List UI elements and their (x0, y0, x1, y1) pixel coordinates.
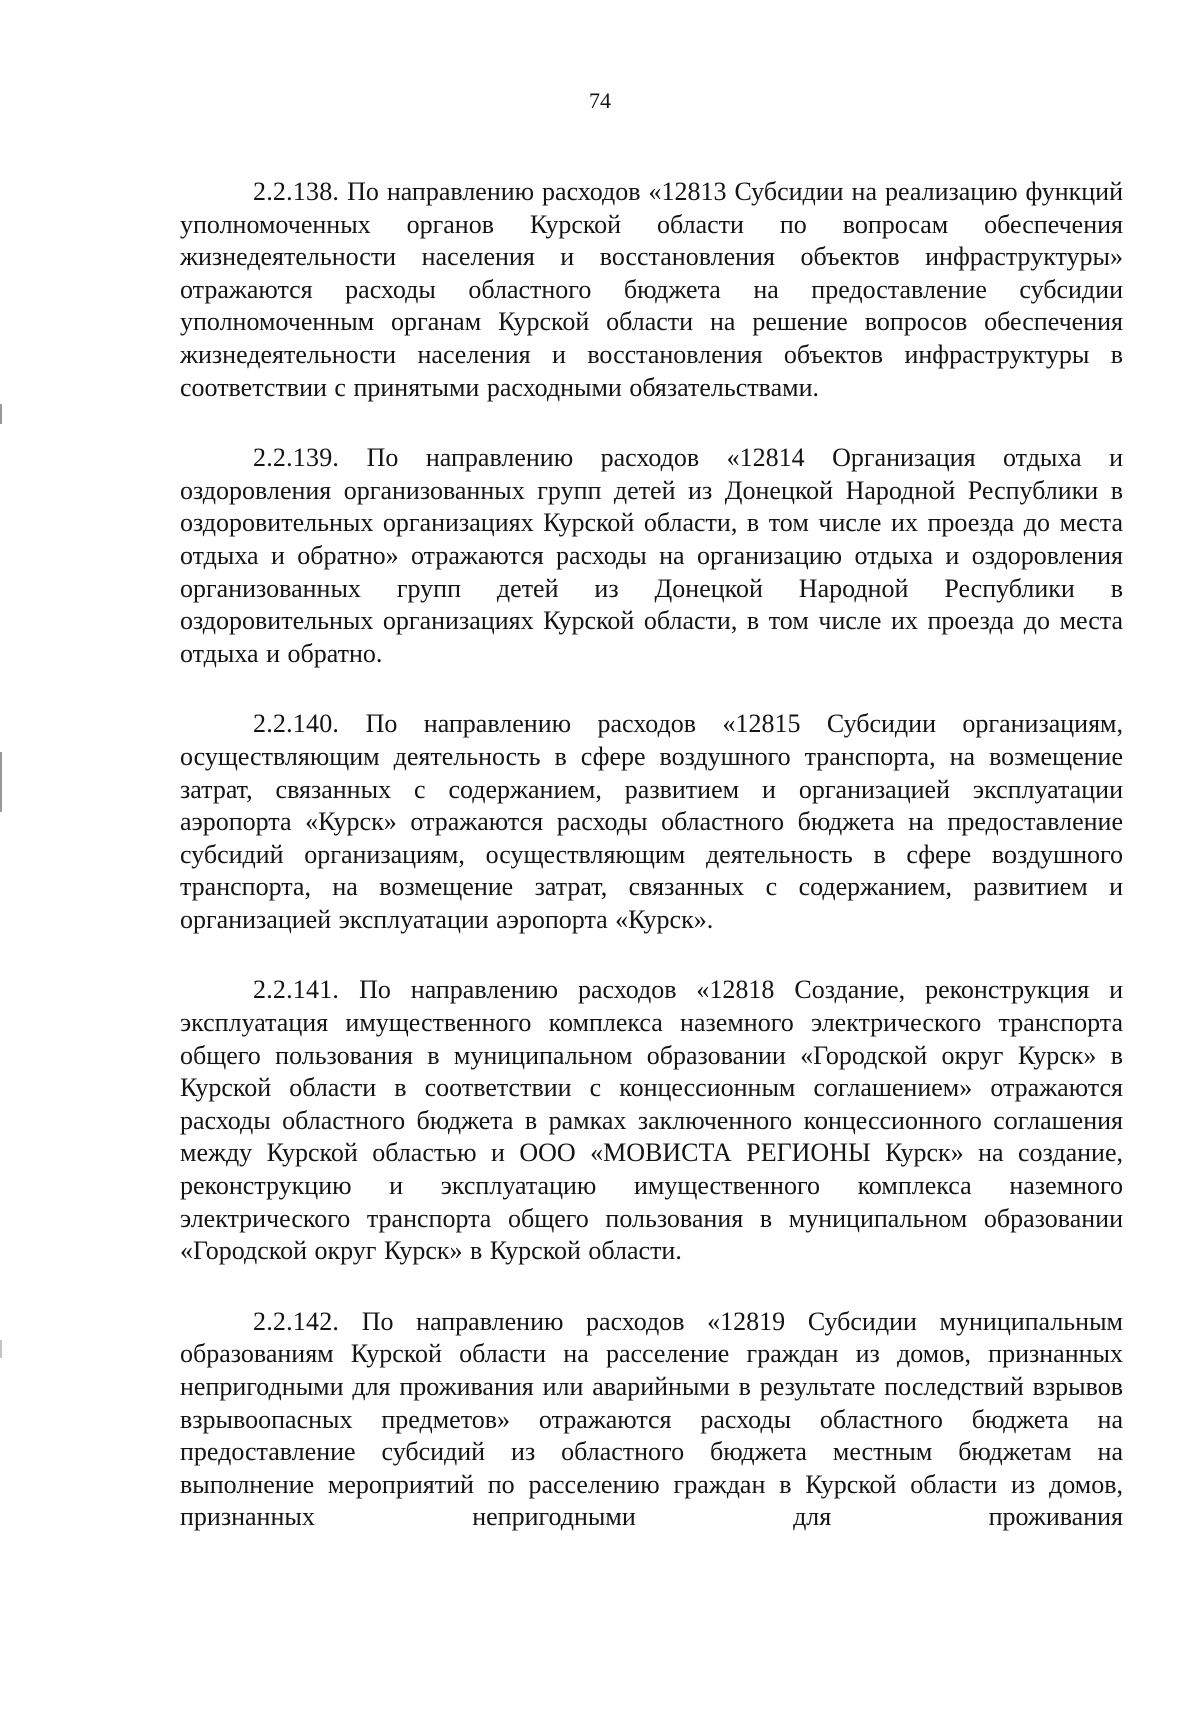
paragraph-number: 2.2.141. (253, 975, 340, 1005)
paragraph-text: По направлению расходов «12813 Субсидии на реализацию функций уполномоченных органов Курской области по вопросам обеспечения жизнедеятельности населения и восстановления объектов инфраструктуры» отражаются расходы областного бюджета на предоставление субсидии уполномоченным органам Курской области на решение вопросов обеспечения жизнедеятельности населения и восстановления объектов инфраструктуры в соответствии с принятыми расходными обязательствами. (180, 177, 1123, 402)
paragraph-2-2-139 (180, 442, 1123, 670)
paragraph-text: По направлению расходов «12814 Организация отдыха и оздоровления организованных групп детей из Донецкой Народной Республики в оздоровительных организациях Курской области, в том числе их проезда до места отдыха и обратно» отражаются расходы на организацию отдыха и оздоровления организованных групп детей из Донецкой Народной Республики в оздоровительных организациях Курской области, в том числе их проезда до места отдыха и обратно. (180, 443, 1124, 668)
paragraph-text: По направлению расходов «12818 Создание, реконструкция и эксплуатация имущественного комплекса наземного электрического транспорта общего пользования в муниципальном образовании «Городской округ Курск» в Курской области в соответствии с концессионным соглашением» отражаются расходы областного бюджета в рамках заключенного концессионного соглашения между Курской областью и ООО «МОВИСТА РЕГИОНЫ Курск» на создание, реконструкцию и эксплуатацию имущественного комплекса наземного электрического транспорта общего пользования в муниципальном образовании «Городской округ Курск» в Курской области. (180, 975, 1124, 1266)
paragraph-2-2-142 (180, 1306, 1123, 1534)
paragraph-number: 2.2.142. (253, 1306, 340, 1336)
page-number: 74 (589, 88, 611, 113)
paragraph-2-2-141 (180, 974, 1123, 1267)
paragraph-number: 2.2.139. (253, 443, 340, 473)
scan-edge-mark (0, 752, 2, 812)
paragraph-number: 2.2.138. (253, 177, 340, 206)
paragraph-2-2-138 (180, 176, 1123, 404)
paragraph-text: По направлению расходов «12819 Субсидии муниципальным образованиям Курской области на расселение граждан из домов, признанных непригодными для проживания или аварийными в результате последствий взрывов взрывоопасных предметов» отражаются расходы областного бюджета на предоставление субсидий из областного бюджета местным бюджетам на выполнение мероприятий по расселению граждан в Курской области из домов, признанных непригодными для проживания (180, 1306, 1123, 1532)
document-body (180, 176, 1123, 1534)
scan-edge-mark (0, 404, 2, 424)
paragraph-2-2-140 (180, 708, 1123, 936)
paragraph-text: По направлению расходов «12815 Субсидии организациям, осуществляющим деятельность в сфере воздушного транспорта, на возмещение затрат, связанных с содержанием, развитием и организацией эксплуатации аэропорта «Курск» отражаются расходы областного бюджета на предоставление субсидий организациям, осуществляющим деятельность в сфере воздушного транспорта, на возмещение затрат, связанных с содержанием, развитием и организацией эксплуатации аэропорта «Курск». (180, 709, 1124, 934)
paragraph-number: 2.2.140. (253, 709, 340, 739)
scan-edge-mark (0, 1340, 2, 1358)
